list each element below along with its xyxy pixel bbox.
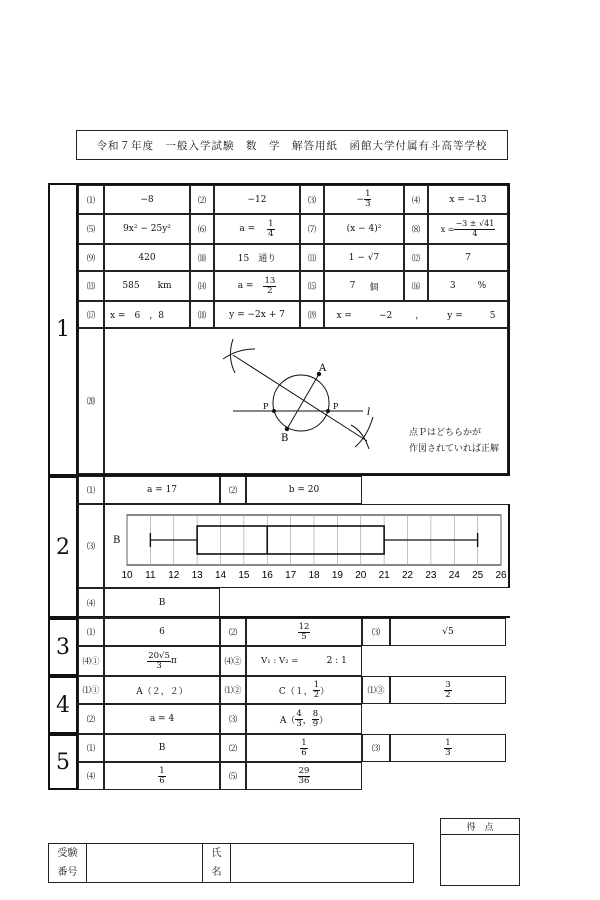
q3-41-number: ⑷①: [78, 646, 104, 676]
q3-3-number: ⑶: [362, 618, 390, 646]
tick-label-14: 14: [214, 570, 227, 581]
q1-6-den: 4: [268, 228, 274, 239]
q1-6-answer: [214, 214, 300, 244]
score-box: [440, 818, 520, 886]
section-4-number: 4: [48, 676, 78, 734]
q1-16-unit: %: [477, 281, 487, 291]
q5-5-num: 29: [298, 765, 310, 776]
circle: [273, 375, 329, 431]
q3-2-fraction: [298, 623, 311, 642]
q5-2-fraction: [300, 739, 307, 758]
q5-4-number: ⑷: [78, 762, 104, 790]
q1-2-answer: −12: [214, 185, 300, 214]
q3-42-number: ⑷②: [220, 646, 246, 676]
tick-label-21: 21: [378, 570, 390, 581]
q1-3-answer: [324, 185, 404, 214]
q1-14-num: 13: [264, 275, 276, 286]
q4-2-number: ⑵: [78, 704, 104, 734]
q1-8-fraction: [454, 220, 495, 238]
q4-13-answer: [390, 676, 506, 704]
label-l: l: [367, 407, 371, 418]
q1-5-number: ⑸: [78, 214, 104, 244]
exam-info-box[interactable]: [48, 843, 414, 883]
q1-1-number: ⑴: [78, 185, 104, 214]
q4-12-post: ）: [320, 686, 330, 697]
q3-1-number: ⑴: [78, 618, 104, 646]
q4-2-answer: a = 4: [104, 704, 220, 734]
q1-19-answer: [324, 301, 508, 328]
q5-3-answer: [390, 734, 506, 762]
q1-9-answer: 420: [104, 244, 190, 271]
q4-12-pre: C（１，: [278, 686, 313, 697]
q2-4-number: ⑷: [78, 588, 104, 618]
q5-2-num: 1: [301, 737, 307, 748]
q4-12-answer: [246, 676, 362, 704]
q1-7-answer: (x − 4)²: [324, 214, 404, 244]
q5-5-number: ⑸: [220, 762, 246, 790]
note-line-2: 作図されていれば正解: [409, 444, 500, 454]
q1-11-number: ⑾: [300, 244, 324, 271]
tick-label-16: 16: [261, 570, 273, 581]
tick-label-19: 19: [331, 570, 343, 581]
q4-13-num: 3: [445, 679, 451, 690]
label-B: B: [281, 433, 289, 444]
tick-label-10: 10: [121, 570, 133, 581]
q1-3-fraction: [364, 190, 371, 209]
q2-4-answer: B: [104, 588, 220, 618]
q4-12-den: 2: [313, 689, 320, 700]
q3-2-number: ⑵: [220, 618, 246, 646]
q5-4-num: 1: [159, 765, 165, 776]
q1-8-den: 4: [472, 228, 478, 238]
q2-1-answer: a = 17: [104, 476, 220, 504]
q4-13-number: ⑴③: [362, 676, 390, 704]
q1-3-number: ⑶: [300, 185, 324, 214]
q1-14-answer: [214, 271, 300, 301]
section-3-number: 3: [48, 618, 78, 676]
tick-label-13: 13: [191, 570, 203, 581]
tick-label-11: 11: [145, 570, 156, 581]
q1-18-number: ⒅: [190, 301, 214, 328]
q1-19-y: y = 5: [447, 311, 496, 321]
tick-label-22: 22: [401, 570, 414, 581]
q1-15-number: ⒂: [300, 271, 324, 301]
q1-16-number: ⒃: [404, 271, 428, 301]
section-2-number: 2: [48, 476, 78, 618]
q5-2-den: 6: [301, 747, 307, 758]
q2-1-number: ⑴: [78, 476, 104, 504]
q5-3-fraction: [444, 739, 451, 758]
bisector-line: [233, 355, 367, 441]
q1-19-sep: ，: [415, 311, 425, 321]
q1-17-answer: x = 6 ，8: [104, 301, 190, 328]
arc-top-left: [223, 349, 255, 359]
q3-41-num: 20√5: [148, 650, 170, 661]
q5-5-den: 36: [298, 775, 310, 786]
q1-20-answer-area: [104, 328, 508, 474]
q1-8-pre: x =: [440, 224, 455, 234]
q1-10-number: ⑽: [190, 244, 214, 271]
q3-41-answer: [104, 646, 220, 676]
q3-41-fraction: [147, 652, 171, 671]
q1-6-number: ⑹: [190, 214, 214, 244]
q2-3-answer-area: [104, 504, 510, 588]
q1-13-value: 585: [122, 281, 140, 291]
q1-5-answer: 9x² − 25y²: [104, 214, 190, 244]
q5-4-den: 6: [159, 775, 165, 786]
q4-3-fraction-1: [295, 710, 302, 729]
exam-number-label-2: 番号: [57, 867, 78, 878]
q5-4-fraction: [158, 767, 165, 786]
q1-13-answer: [104, 271, 190, 301]
q5-1-answer: B: [104, 734, 220, 762]
q1-14-number: ⒁: [190, 271, 214, 301]
section-5-number: 5: [48, 734, 78, 790]
q1-7-number: ⑺: [300, 214, 324, 244]
q5-3-num: 1: [445, 737, 451, 748]
tick-label-24: 24: [448, 570, 460, 581]
q1-9-number: ⑼: [78, 244, 104, 271]
point-P-left: [272, 409, 276, 413]
q3-2-den: 5: [301, 631, 307, 642]
label-P-right: P: [333, 402, 339, 411]
q1-12-number: ⑿: [404, 244, 428, 271]
tick-label-23: 23: [425, 570, 437, 581]
boxplot-chart: [105, 505, 509, 587]
q1-13-number: ⒀: [78, 271, 104, 301]
tick-label-12: 12: [168, 570, 180, 581]
q1-3-num: 1: [365, 189, 371, 200]
q1-15-answer: [324, 271, 404, 301]
q1-3-sign: −: [356, 194, 365, 205]
q4-12-number: ⑴②: [220, 676, 246, 704]
q5-3-den: 3: [445, 747, 451, 758]
q5-5-answer: [246, 762, 362, 790]
q1-10-answer: 15 通り: [214, 244, 300, 271]
q1-2-number: ⑵: [190, 185, 214, 214]
q1-16-answer: [428, 271, 508, 301]
q3-3-answer: √5: [390, 618, 506, 646]
q1-20-number: ⒇: [78, 328, 104, 474]
q4-13-fraction: [444, 681, 451, 700]
tick-label-17: 17: [285, 570, 297, 581]
q1-6-fraction: [267, 220, 274, 239]
name-label-2: 名: [211, 867, 222, 878]
q1-14-den: 2: [267, 285, 273, 296]
tick-label-20: 20: [355, 570, 367, 581]
q4-3-post: ）: [319, 715, 329, 726]
q1-14-fraction: [263, 277, 276, 296]
q3-41-post: π: [170, 656, 177, 666]
q1-15-unit: 個: [369, 282, 379, 293]
q3-42-answer: [246, 646, 362, 676]
label-A: A: [319, 363, 327, 374]
q1-11-answer: 1 − √7: [324, 244, 404, 271]
point-P-right: [326, 409, 330, 413]
q1-18-answer: y = −2x + 7: [214, 301, 300, 328]
score-label: 得 点: [441, 819, 519, 835]
name-field[interactable]: [231, 844, 413, 882]
q3-1-answer: 6: [104, 618, 220, 646]
section-1-number: 1: [48, 183, 78, 476]
tick-label-15: 15: [238, 570, 250, 581]
q1-19-x: x = −2: [336, 311, 393, 321]
q4-3-num1: 4: [296, 708, 302, 719]
q4-12-num: 1: [313, 679, 320, 690]
page-title: 令和７年度 一般入学試験 数 学 解答用紙 函館大学付属有斗高等学校: [76, 130, 508, 160]
q1-15-value: 7: [349, 281, 356, 291]
q1-13-unit: km: [157, 281, 172, 291]
point-B: [285, 427, 289, 431]
segment-AB: [287, 374, 319, 429]
arc-bottom-right: [355, 417, 373, 447]
q5-3-number: ⑶: [362, 734, 390, 762]
q4-3-pre: A（: [279, 715, 296, 726]
q1-14-pre: a =: [237, 281, 254, 291]
q4-13-den: 2: [445, 689, 451, 700]
q1-6-num: 1: [268, 218, 274, 229]
q4-12-fraction: [313, 681, 320, 700]
q3-42-pre: V₁ : V₂ =: [261, 656, 299, 666]
q2-2-answer: b = 20: [246, 476, 362, 504]
q1-8-answer: [428, 214, 508, 244]
q1-19-number: ⒆: [300, 301, 324, 328]
q4-3-sep: ，: [302, 715, 312, 726]
q4-3-den2: 9: [312, 718, 319, 729]
note-line-1: 点Ｐはどちらかが: [409, 428, 482, 438]
q3-2-num: 12: [298, 621, 310, 632]
label-P-left: P: [263, 402, 269, 411]
q2-2-number: ⑵: [220, 476, 246, 504]
q1-4-number: ⑷: [404, 185, 428, 214]
q4-3-answer: [246, 704, 362, 734]
q4-3-den1: 3: [296, 718, 302, 729]
q4-3-fraction-2: [312, 710, 319, 729]
q1-4-answer: x = −13: [428, 185, 508, 214]
q1-8-num: −3 ± √41: [455, 219, 495, 229]
exam-number-field[interactable]: [87, 844, 203, 882]
q4-3-num2: 8: [312, 708, 319, 719]
name-label-1: 氏: [211, 848, 222, 859]
q1-20-note: [409, 425, 499, 457]
exam-number-label-1: 受験: [57, 848, 78, 859]
q1-3-den: 3: [365, 199, 371, 209]
q1-17-number: ⒄: [78, 301, 104, 328]
tick-label-26: 26: [495, 570, 507, 581]
q4-11-number: ⑴①: [78, 676, 104, 704]
tick-label-25: 25: [472, 570, 484, 581]
q3-41-den: 3: [156, 660, 162, 671]
q4-3-number: ⑶: [220, 704, 246, 734]
q5-5-fraction: [298, 767, 311, 786]
exam-number-label: [49, 844, 87, 882]
name-label: [203, 844, 231, 882]
q5-2-number: ⑵: [220, 734, 246, 762]
q3-2-answer: [246, 618, 362, 646]
q1-12-answer: 7: [428, 244, 508, 271]
q5-4-answer: [104, 762, 220, 790]
q1-6-pre: a =: [239, 224, 256, 234]
q1-1-answer: −8: [104, 185, 190, 214]
q5-1-number: ⑴: [78, 734, 104, 762]
q2-3-number: ⑶: [78, 504, 104, 588]
boxplot-label: B: [113, 535, 121, 546]
q1-16-value: 3: [449, 281, 456, 291]
tick-label-18: 18: [308, 570, 320, 581]
q4-11-answer: A（２，２）: [104, 676, 220, 704]
q3-42-value: 2 : 1: [326, 656, 347, 666]
q1-8-number: ⑻: [404, 214, 428, 244]
q5-2-answer: [246, 734, 362, 762]
